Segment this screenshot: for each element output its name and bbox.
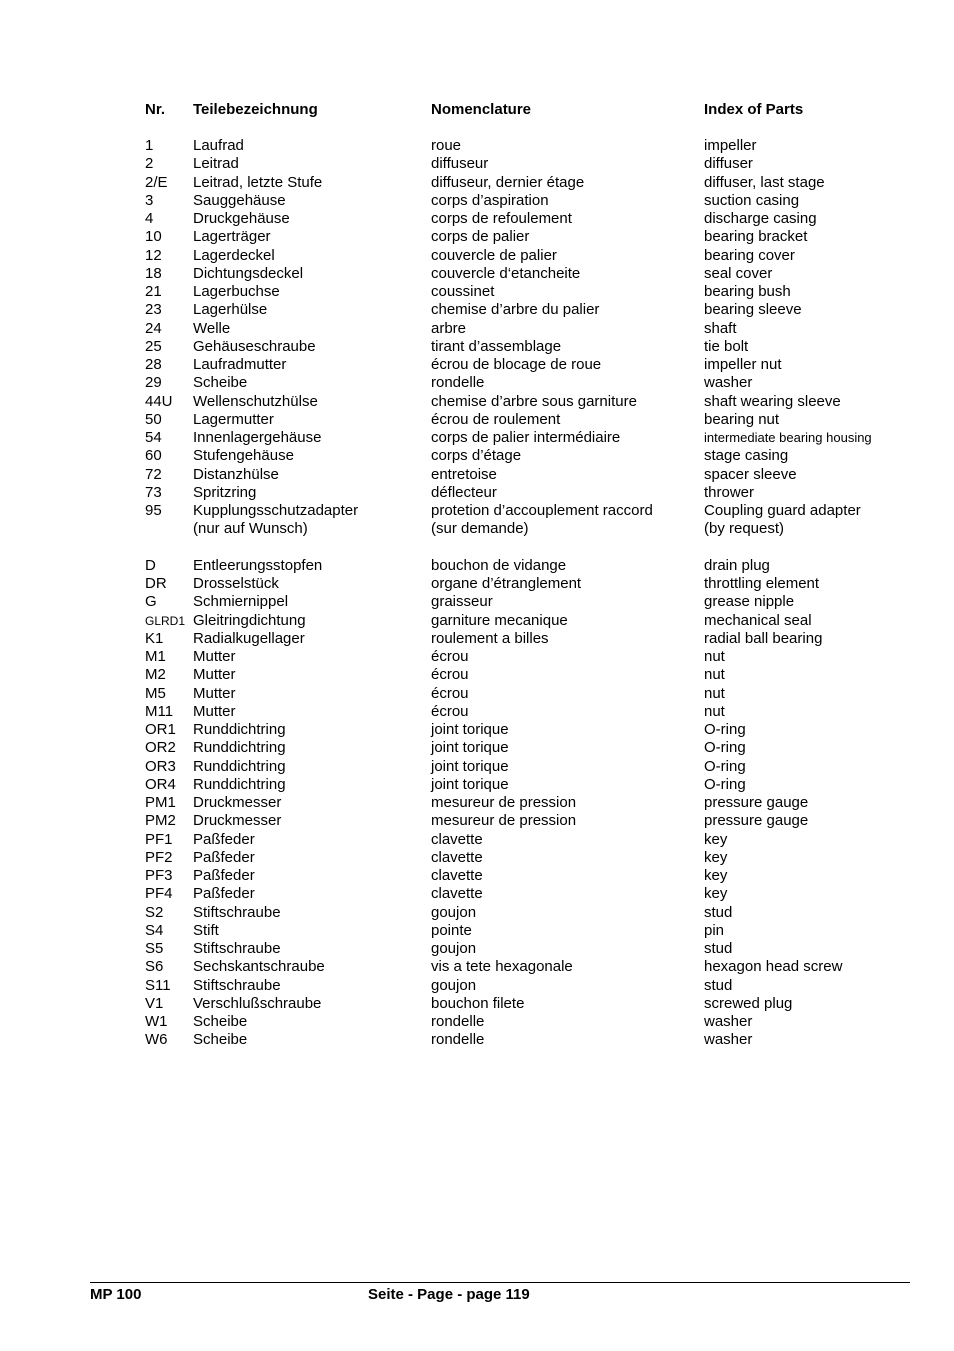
cell-fr: goujon [431, 976, 477, 994]
cell-en: discharge casing [704, 210, 817, 227]
table-row [0, 831, 954, 849]
cell-en: (by request) [704, 520, 785, 538]
cell-fr: couvercle d‘etancheite [431, 264, 581, 282]
cell-en: tie bolt [704, 337, 749, 355]
table-row [0, 137, 954, 155]
cell-de: Leitrad [193, 155, 239, 173]
cell-nr: 29 [145, 374, 162, 392]
cell-nr: 12 [145, 246, 162, 264]
cell-fr: rondelle [431, 1013, 485, 1030]
table-row [0, 338, 954, 356]
cell-en: stage casing [704, 447, 789, 465]
cell-nr: GLRD1 [145, 613, 186, 628]
cell-de: Gleitringdichtung [193, 611, 306, 629]
cell-en: nut [704, 702, 725, 720]
table-row [0, 703, 954, 721]
cell-fr: joint torique [431, 739, 509, 757]
cell-de: Stift [193, 921, 219, 939]
cell-fr: joint torique [431, 775, 509, 793]
cell-en: seal cover [704, 264, 773, 282]
cell-fr: chemise d’arbre sous garniture [431, 392, 637, 410]
cell-de: Verschlußschraube [193, 994, 322, 1012]
cell-fr: goujon [431, 940, 477, 957]
cell-de: Runddichtring [193, 721, 286, 738]
cell-en: shaft wearing sleeve [704, 392, 841, 410]
cell-fr: déflecteur [431, 483, 497, 501]
cell-de: Wellenschutzhülse [193, 392, 318, 410]
table-row [0, 666, 954, 684]
cell-en: O-ring [704, 775, 746, 793]
cell-de: Scheibe [193, 1013, 248, 1030]
table-row [0, 575, 954, 593]
cell-en: stud [704, 940, 733, 957]
table-row [0, 557, 954, 575]
table-row [0, 794, 954, 812]
cell-nr: K1 [145, 629, 164, 647]
cell-nr: 1 [145, 137, 154, 154]
cell-fr: corps de palier intermédiaire [431, 429, 621, 446]
cell-fr: garniture mecanique [431, 611, 568, 629]
cell-en: thrower [704, 483, 755, 501]
cell-en: nut [704, 684, 725, 702]
cell-de: Leitrad, letzte Stufe [193, 173, 323, 191]
cell-en: bearing bracket [704, 228, 808, 246]
cell-en: washer [704, 374, 753, 392]
header-index-of-parts: Index of Parts [704, 101, 804, 118]
footer-page-number: Seite - Page - page 119 [368, 1286, 530, 1303]
cell-fr: couvercle de palier [431, 246, 557, 264]
table-row [0, 356, 954, 374]
cell-fr: clavette [431, 885, 483, 903]
cell-en: key [704, 867, 728, 884]
cell-de: Kupplungsschutzadapter [193, 502, 359, 519]
cell-de: Stufengehäuse [193, 447, 294, 465]
cell-fr: corps d’aspiration [431, 191, 549, 209]
cell-fr: clavette [431, 848, 483, 866]
cell-fr: clavette [431, 830, 483, 848]
table-row [0, 739, 954, 757]
table-row [0, 301, 954, 319]
cell-nr: PM2 [145, 812, 176, 830]
cell-nr: V1 [145, 994, 164, 1012]
cell-en: O-ring [704, 721, 746, 738]
cell-nr: S11 [145, 976, 171, 994]
footer-divider [90, 1282, 910, 1283]
cell-de: Lagerbuchse [193, 283, 280, 300]
cell-de: Paßfeder [193, 885, 255, 903]
cell-en: throttling element [704, 575, 820, 592]
cell-en: Coupling guard adapter [704, 502, 861, 519]
table-row [0, 648, 954, 666]
cell-de: Mutter [193, 702, 236, 720]
footer-model: MP 100 [90, 1286, 142, 1303]
cell-nr: 95 [145, 502, 162, 519]
cell-en: screwed plug [704, 994, 793, 1012]
cell-nr: W6 [145, 1031, 168, 1049]
table-row [0, 1031, 954, 1049]
cell-en: suction casing [704, 191, 800, 209]
cell-nr: D [145, 556, 156, 574]
table-row [0, 995, 954, 1013]
cell-de: Stiftschraube [193, 903, 281, 921]
header-nomenclature: Nomenclature [431, 101, 532, 118]
cell-fr: tirant d’assemblage [431, 337, 562, 355]
cell-nr: OR2 [145, 739, 176, 757]
header-nr: Nr. [145, 101, 166, 118]
cell-nr: 44U [145, 392, 173, 410]
cell-nr: M11 [145, 702, 174, 720]
cell-nr: OR3 [145, 757, 176, 775]
cell-de: (nur auf Wunsch) [193, 520, 308, 538]
cell-fr: bouchon de vidange [431, 556, 567, 574]
cell-de: Mutter [193, 684, 236, 702]
table-row [0, 320, 954, 338]
cell-de: Scheibe [193, 374, 248, 392]
cell-nr: 3 [145, 191, 154, 209]
cell-de: Mutter [193, 666, 236, 684]
cell-de: Lagerdeckel [193, 246, 275, 264]
cell-de: Welle [193, 319, 231, 337]
cell-nr: OR1 [145, 721, 176, 738]
cell-fr: roue [431, 137, 462, 154]
table-row [0, 758, 954, 776]
cell-fr: écrou [431, 648, 469, 665]
cell-en: washer [704, 1013, 753, 1030]
cell-fr: rondelle [431, 1031, 485, 1049]
cell-nr: 54 [145, 429, 162, 446]
cell-nr: 2/E [145, 173, 168, 191]
cell-nr: 23 [145, 301, 162, 319]
cell-en: impeller [704, 137, 757, 154]
cell-de: Sechskantschraube [193, 958, 325, 976]
cell-en: O-ring [704, 757, 746, 775]
table-row [0, 155, 954, 173]
cell-de: Lagermutter [193, 410, 274, 428]
cell-fr: corps de refoulement [431, 210, 572, 227]
cell-fr: entretoise [431, 465, 497, 483]
cell-nr: DR [145, 575, 167, 592]
cell-de: Schmiernippel [193, 593, 289, 611]
cell-de: Mutter [193, 648, 236, 665]
table-row [0, 812, 954, 830]
cell-fr: goujon [431, 903, 477, 921]
cell-nr: PF3 [145, 867, 173, 884]
cell-nr: 50 [145, 410, 162, 428]
cell-en: mechanical seal [704, 611, 812, 629]
table-row [0, 630, 954, 648]
cell-nr: PF1 [145, 830, 173, 848]
table-row [0, 192, 954, 210]
table-row [0, 247, 954, 265]
cell-nr: 60 [145, 447, 162, 465]
cell-nr: 24 [145, 319, 162, 337]
cell-nr: 4 [145, 210, 154, 227]
cell-en: O-ring [704, 739, 746, 757]
cell-nr: G [145, 593, 157, 611]
cell-nr: 10 [145, 228, 162, 246]
cell-fr: écrou [431, 666, 469, 684]
cell-nr: M5 [145, 684, 166, 702]
cell-de: Spritzring [193, 483, 257, 501]
table-row [0, 685, 954, 703]
cell-de: Runddichtring [193, 775, 286, 793]
cell-de: Distanzhülse [193, 465, 279, 483]
cell-nr: 25 [145, 337, 162, 355]
parts-table [0, 137, 954, 1050]
table-row [0, 776, 954, 794]
cell-en: bearing bush [704, 283, 791, 300]
cell-de: Drosselstück [193, 575, 279, 592]
cell-en: intermediate bearing housing [704, 430, 872, 445]
cell-de: Scheibe [193, 1031, 248, 1049]
table-row [0, 977, 954, 995]
table-row [0, 940, 954, 958]
table-row [0, 466, 954, 484]
table-row [0, 612, 954, 630]
table-row [0, 721, 954, 739]
cell-en: pressure gauge [704, 794, 809, 811]
cell-fr: corps de palier [431, 228, 530, 246]
cell-nr: 2 [145, 155, 154, 173]
table-row [0, 411, 954, 429]
cell-nr: S4 [145, 921, 164, 939]
table-row [0, 593, 954, 611]
cell-en: key [704, 848, 728, 866]
cell-de: Gehäuseschraube [193, 337, 316, 355]
cell-nr: 21 [145, 283, 162, 300]
table-row [0, 447, 954, 465]
table-row [0, 283, 954, 301]
cell-fr: rondelle [431, 374, 485, 392]
cell-fr: roulement a billes [431, 629, 549, 647]
table-row [0, 429, 954, 447]
cell-fr: chemise d’arbre du palier [431, 301, 600, 319]
cell-de: Radialkugellager [193, 629, 305, 647]
table-row [0, 922, 954, 940]
cell-nr: S5 [145, 940, 164, 957]
cell-de: Druckmesser [193, 794, 282, 811]
cell-de: Runddichtring [193, 757, 286, 775]
cell-fr: corps d’étage [431, 447, 522, 465]
cell-fr: clavette [431, 867, 483, 884]
cell-en: bearing cover [704, 246, 795, 264]
cell-de: Paßfeder [193, 867, 255, 884]
cell-en: impeller nut [704, 356, 782, 373]
cell-de: Dichtungsdeckel [193, 264, 304, 282]
cell-fr: mesureur de pression [431, 812, 577, 830]
cell-en: bearing nut [704, 410, 780, 428]
table-row [0, 539, 954, 557]
cell-en: hexagon head screw [704, 958, 843, 976]
cell-fr: graisseur [431, 593, 493, 611]
cell-en: nut [704, 648, 725, 665]
cell-fr: diffuseur, dernier étage [431, 173, 585, 191]
cell-fr: joint torique [431, 757, 509, 775]
cell-nr: S2 [145, 903, 164, 921]
cell-nr: 28 [145, 356, 162, 373]
cell-en: stud [704, 976, 733, 994]
cell-fr: organe d’étranglement [431, 575, 582, 592]
cell-en: diffuser [704, 155, 753, 173]
cell-de: Laufradmutter [193, 356, 287, 373]
table-row [0, 174, 954, 192]
cell-nr: PF2 [145, 848, 173, 866]
table-row [0, 904, 954, 922]
cell-fr: écrou de roulement [431, 410, 561, 428]
cell-fr: pointe [431, 921, 472, 939]
cell-de: Sauggehäuse [193, 191, 286, 209]
table-row [0, 393, 954, 411]
cell-de: Innenlagergehäuse [193, 429, 322, 446]
cell-en: washer [704, 1031, 753, 1049]
cell-nr: PF4 [145, 885, 173, 903]
cell-en: grease nipple [704, 593, 795, 611]
cell-en: drain plug [704, 556, 770, 574]
cell-en: radial ball bearing [704, 629, 823, 647]
cell-en: stud [704, 903, 733, 921]
cell-de: Stiftschraube [193, 940, 281, 957]
cell-de: Paßfeder [193, 848, 255, 866]
cell-de: Lagerträger [193, 228, 271, 246]
cell-de: Entleerungsstopfen [193, 556, 323, 574]
cell-fr: écrou de blocage de roue [431, 356, 602, 373]
cell-nr: 72 [145, 465, 162, 483]
table-row [0, 1013, 954, 1031]
cell-de: Paßfeder [193, 830, 255, 848]
table-row [0, 958, 954, 976]
table-row [0, 374, 954, 392]
cell-en: spacer sleeve [704, 465, 797, 483]
table-row [0, 849, 954, 867]
cell-fr: écrou [431, 702, 469, 720]
cell-de: Lagerhülse [193, 301, 268, 319]
table-row [0, 265, 954, 283]
cell-fr: mesureur de pression [431, 794, 577, 811]
table-row [0, 885, 954, 903]
table-row [0, 520, 954, 538]
cell-en: pin [704, 921, 725, 939]
cell-en: diffuser, last stage [704, 173, 825, 191]
header-teilebezeichnung: Teilebezeichnung [193, 101, 318, 118]
cell-nr: M2 [145, 666, 166, 684]
table-row [0, 867, 954, 885]
table-row [0, 210, 954, 228]
cell-de: Runddichtring [193, 739, 286, 757]
cell-de: Laufrad [193, 137, 244, 154]
cell-en: key [704, 885, 728, 903]
cell-nr: M1 [145, 648, 166, 665]
cell-en: bearing sleeve [704, 301, 802, 319]
cell-fr: diffuseur [431, 155, 489, 173]
cell-fr: bouchon filete [431, 994, 525, 1012]
cell-fr: joint torique [431, 721, 509, 738]
cell-en: key [704, 830, 728, 848]
cell-fr: protetion d’accouplement raccord [431, 502, 653, 519]
cell-nr: 73 [145, 483, 162, 501]
cell-fr: (sur demande) [431, 520, 529, 538]
cell-en: shaft [704, 319, 737, 337]
table-row [0, 228, 954, 246]
cell-en: nut [704, 666, 725, 684]
table-row [0, 484, 954, 502]
cell-fr: écrou [431, 684, 469, 702]
cell-de: Stiftschraube [193, 976, 281, 994]
cell-en: pressure gauge [704, 812, 809, 830]
cell-nr: 18 [145, 264, 162, 282]
cell-nr: OR4 [145, 775, 176, 793]
cell-fr: coussinet [431, 283, 495, 300]
table-row [0, 502, 954, 520]
cell-nr: W1 [145, 1013, 168, 1030]
cell-nr: PM1 [145, 794, 176, 811]
cell-fr: arbre [431, 319, 467, 337]
cell-de: Druckgehäuse [193, 210, 290, 227]
cell-de: Druckmesser [193, 812, 282, 830]
cell-nr: S6 [145, 958, 164, 976]
cell-fr: vis a tete hexagonale [431, 958, 573, 976]
